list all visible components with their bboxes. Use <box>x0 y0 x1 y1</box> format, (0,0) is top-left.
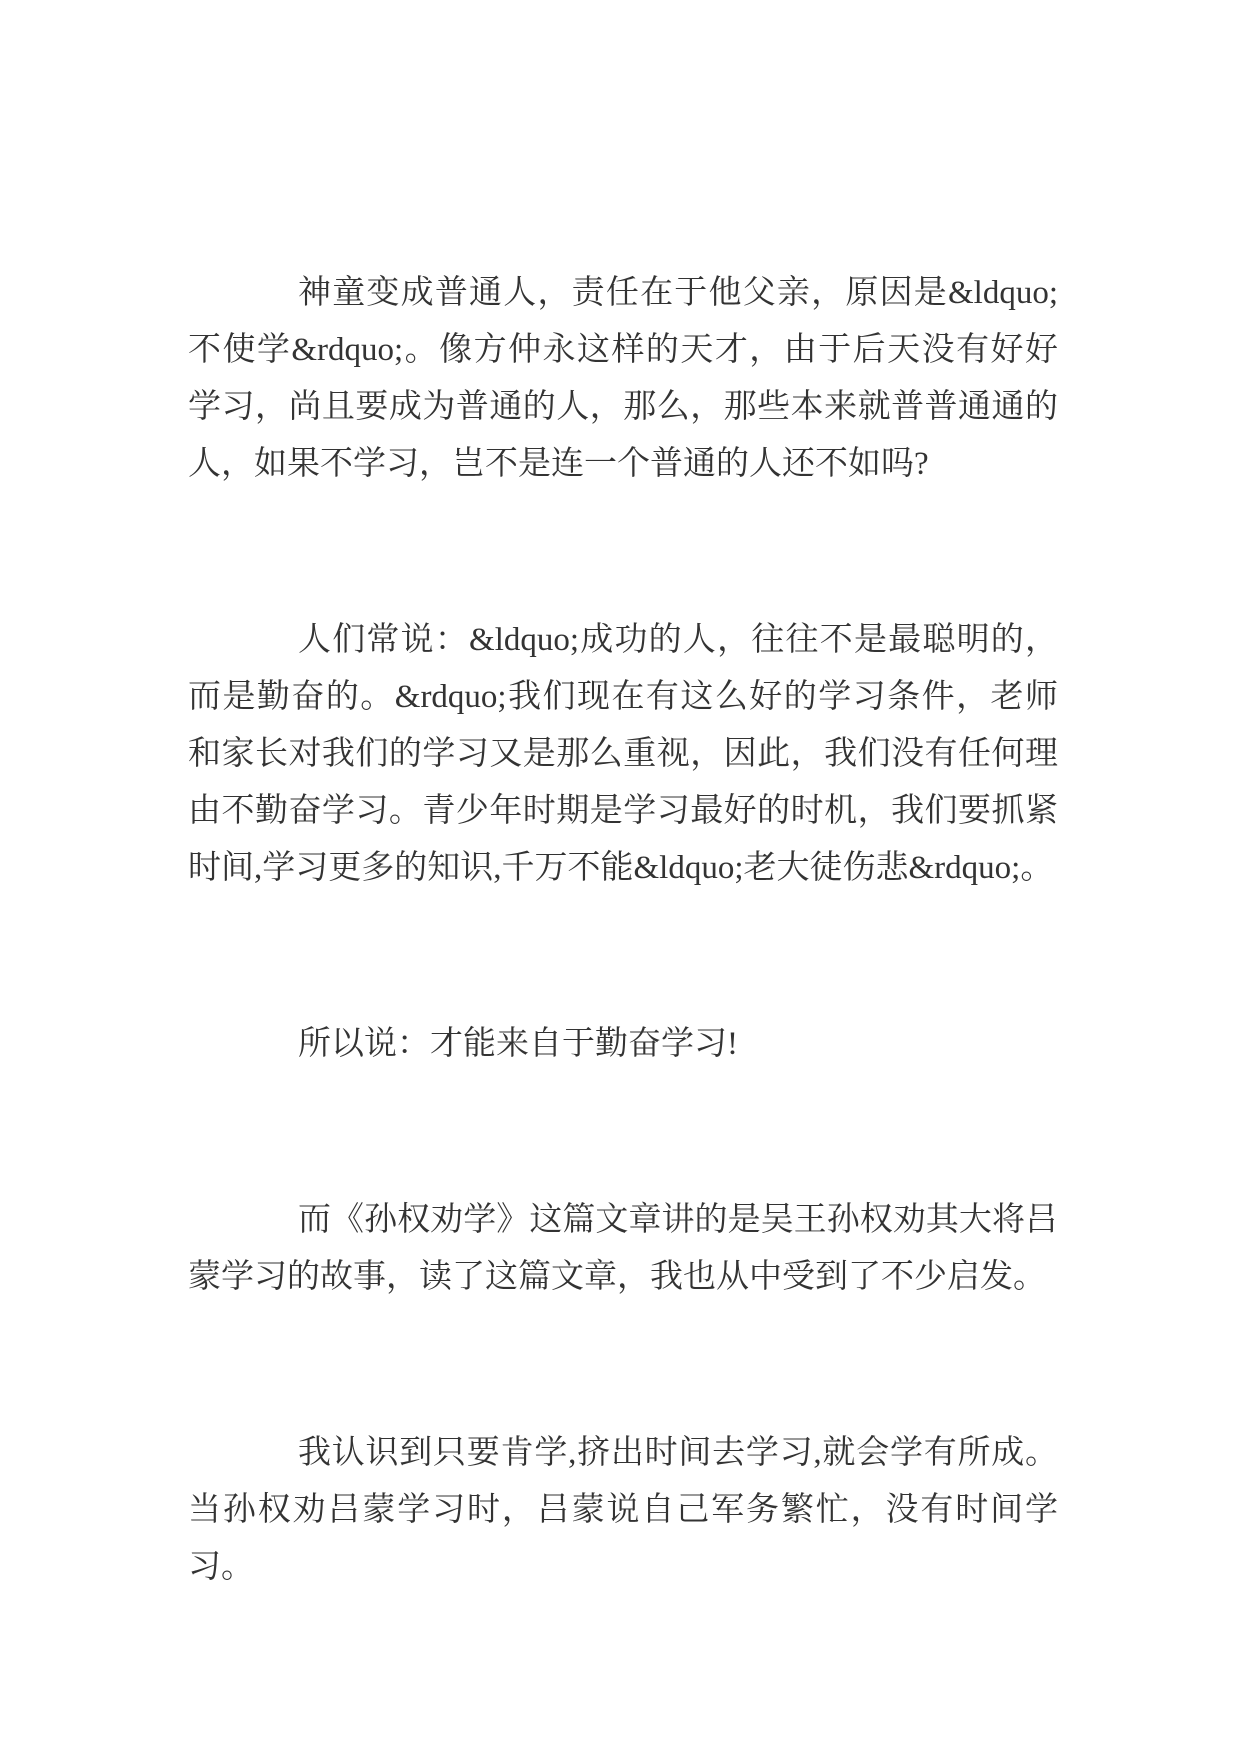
paragraph-sunquan-quanxue: 而《孙权劝学》这篇文章讲的是吴王孙权劝其大将吕蒙学习的故事，读了这篇文章，我也从中受到了不少启发。 <box>188 1202 1058 1295</box>
paragraph-suoyishuo: 所以说：才能来自于勤奋学习! <box>298 1026 738 1062</box>
paragraph-wo-renshidao: 我认识到只要肯学,挤出时间去学习,就会学有所成。当孙权劝吕蒙学习时，吕蒙说自己军务繁忙，没有时间学习。 <box>188 1435 1058 1585</box>
paragraph-shentong: 神童变成普通人，责任在于他父亲，原因是&ldquo;不使学&rdquo;。像方仲永这样的天才，由于后天没有好好学习，尚且要成为普通的人，那么，那些本来就普普通通的人，如果不学习，岂不是连一个普通的人还不如吗? <box>188 275 1058 482</box>
paragraph-renmen-changshuo: 人们常说：&ldquo;成功的人，往往不是最聪明的，而是勤奋的。&rdquo;我们现在有这么好的学习条件，老师和家长对我们的学习又是那么重视，因此，我们没有任何理由不勤奋学习。青少年时期是学习最好的时机，我们要抓紧时间,学习更多的知识,千万不能&ldquo;老大徒伤悲&rdquo;。 <box>188 622 1058 886</box>
